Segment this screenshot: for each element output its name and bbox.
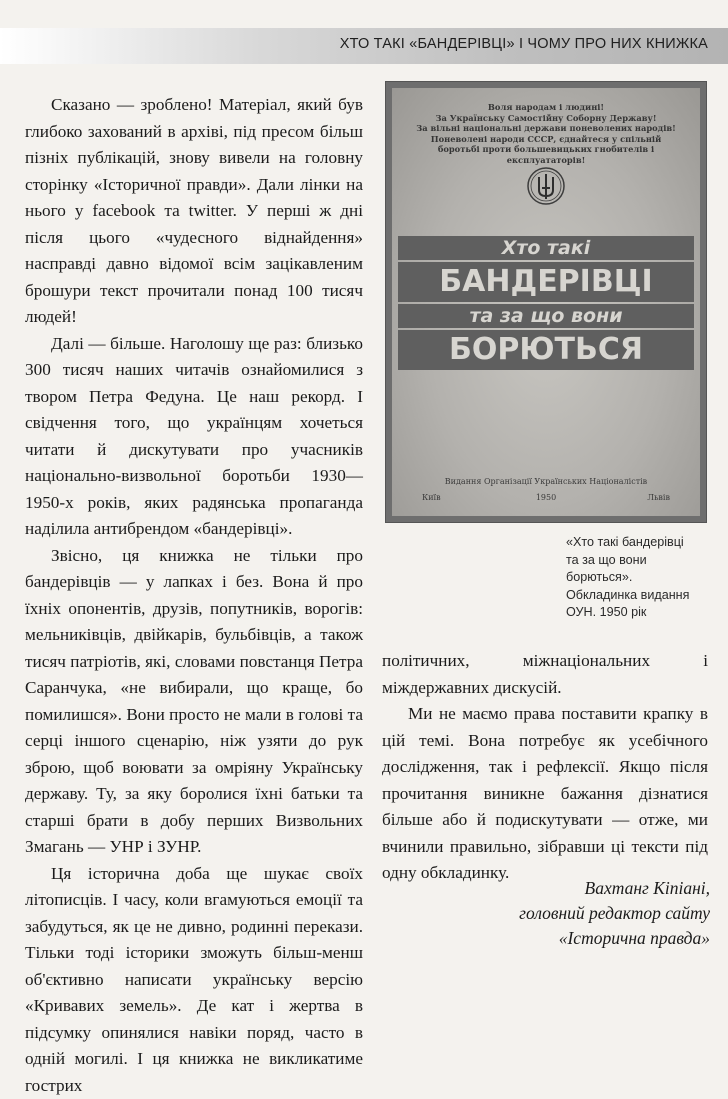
author-site: «Історична правда» [519, 926, 710, 951]
author-role: головний редактор сайту [519, 901, 710, 926]
article-paragraph: Далі — більше. Наголошу ще раз: близько 300 тисяч наших читачів ознайомилися з твором Петра Федуна. Це наш рекорд. І свідчення того, що українцям хочеться читати й дискутувати про учасників національно-визвольної боротьби 1930—1950-х років, яких радянська пропаганда наділила антибрендом «бандерівці». [25, 331, 363, 543]
caption-line: та за що вони [566, 552, 716, 570]
article-continuation: політичних, міжнаціональних і міждержавних дискусій. [382, 648, 708, 701]
article-paragraph: Ми не маємо права поставити крапку в цій темі. Вона потребує як усебічного дослідження, так і рефлексії. Якщо після прочитання виникне бажання дізнатися більше або й подискутувати — отже, ми вчинили правильно, зібравши ці тексти під одну обкладинку. [382, 701, 708, 887]
caption-line: Обкладинка видання [566, 587, 716, 605]
caption-line: борються». [566, 569, 716, 587]
cover-title-line: Хто такі [398, 236, 694, 260]
article-right-column [382, 648, 708, 887]
article-paragraph: Сказано — зроблено! Матеріал, який був глибоко захований в архіві, під пресом більш пізніх публікацій, знову вивели на головну сторінку «Історичної правди». Дали лінки на нього у facebook та twitter. У перші ж дні після цього «чудесного віднайдення» насправді давно відомої всім зацікавленим брошури текст прочитали понад 100 тисяч людей! [25, 92, 363, 331]
author-signature [519, 876, 710, 951]
article-paragraph: Звісно, ця книжка не тільки про бандерівців — у лапках і без. Вона й про їхніх опонентів, друзів, попутників, ворогів: мельниківців, двійкарів, бульбівців, а також тисяч патріотів, які, словами повстанця Петра Саранчука, «не вибирали, що краще, бо помилишся». Вони просто не мали в голові та серці іншого сценарію, ніж узяти до рук зброю, щоб воювати за омріяну Українську державу. Ту, за яку боролися їхні батьки та старші брати в добу перших Визвольних Змагань — УНР і ЗУНР. [25, 543, 363, 861]
cover-slogan-line: Воля народам і людині! [406, 102, 686, 113]
book-cover-figure [386, 82, 706, 522]
cover-footer [422, 493, 670, 502]
trident-emblem-icon [526, 166, 566, 206]
caption-line: «Хто такі бандерівці [566, 534, 716, 552]
book-cover [392, 88, 700, 516]
article-left-column [25, 92, 363, 1099]
cover-slogan-line: Поневолені народи СССР, єднайтеся у спільній [406, 134, 686, 145]
cover-title-line: та за що вони [398, 304, 694, 328]
cover-slogan-line: боротьбі проти большевицьких гнобителів і експлуататорів! [406, 144, 686, 165]
cover-city-right: Львів [647, 493, 670, 502]
caption-line: ОУН. 1950 рік [566, 604, 716, 622]
cover-title-line: БОРЮТЬСЯ [398, 330, 694, 370]
running-header-title: ХТО ТАКІ «БАНДЕРІВЦІ» І ЧОМУ ПРО НИХ КНИЖКА [340, 36, 708, 52]
cover-slogans [406, 102, 686, 165]
cover-slogan-line: За вільні національні держави поневолених народів! [406, 123, 686, 134]
cover-slogan-line: За Українську Самостійну Соборну Державу! [406, 113, 686, 124]
figure-caption [566, 534, 716, 622]
author-name: Вахтанг Кіпіані, [519, 876, 710, 901]
article-paragraph: Ця історична доба ще шукає своїх літописців. І часу, коли вгамуються емоції та забудуться, як це не дивно, родинні перекази. Тільки тоді історики зможуть більш-менш об'єктивно написати українську версію «Кривавих земель». Де кат і жертва в підсумку опинялися навіки поряд, часто в одній могилі. І ця книжка не викликатиме гострих [25, 861, 363, 1099]
cover-title-line: БАНДЕРІВЦІ [398, 262, 694, 302]
cover-city-left: Київ [422, 493, 441, 502]
cover-year: 1950 [536, 493, 556, 502]
cover-imprint: Видання Організації Українських Націоналістів [406, 477, 686, 486]
